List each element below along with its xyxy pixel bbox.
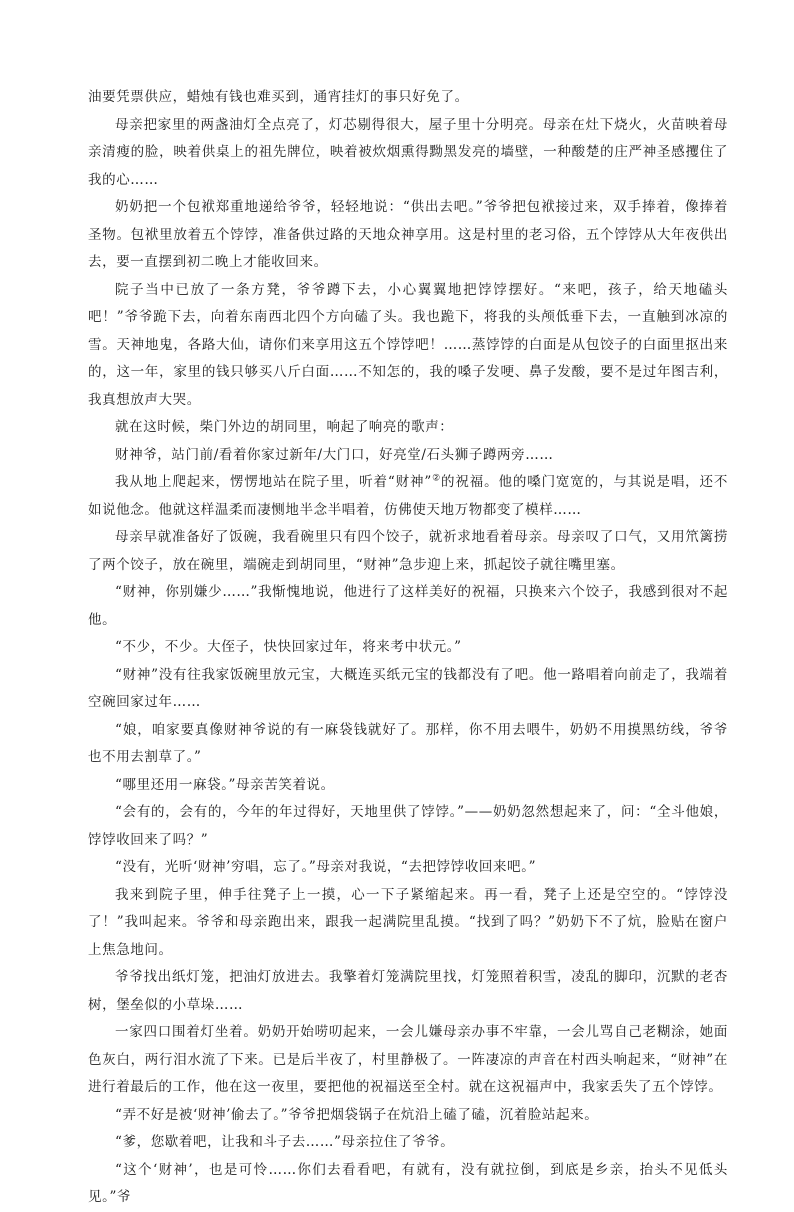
paragraph: “娘，咱家要真像财神爷说的有一麻袋钱就好了。那样，你不用去喂牛，奶奶不用摸黑纺线，爷爷也不用去割草了。” — [88, 721, 728, 765]
paragraph: “会有的，会有的，今年的年过得好，天地里供了饽饽。”——奶奶忽然想起来了，问：“全斗他娘，饽饽收回来了吗？” — [88, 804, 728, 848]
paragraph: 一家四口围着灯坐着。奶奶开始唠叨起来，一会儿嫌母亲办事不牢靠，一会儿骂自己老糊涂，她面色灰白，两行泪水流了下来。已是后半夜了，村里静极了。一阵凄凉的声音在村西头响起来，“财神”在进行着最后的工作，他在这一夜里，要把他的祝福送至全村。就在这祝福声中，我家丢失了五个饽饽。 — [88, 1024, 728, 1095]
paragraph: 油要凭票供应，蜡烛有钱也难买到，通宵挂灯的事只好免了。 — [88, 89, 469, 105]
paragraph: 就在这时候，柴门外边的胡同里，响起了响亮的歌声： — [115, 419, 454, 435]
paragraph: “财神，你别嫌少……”我惭愧地说，他进行了这样美好的祝福，只换来六个饺子，我感到很对不起他。 — [88, 584, 728, 628]
paragraph: “这个‘财神’，也是可怜……你们去看看吧，有就有，没有就拉倒，到底是乡亲，抬头不见低头见。”爷 — [88, 1161, 728, 1205]
paragraph: “没有，光听‘财神’穷唱，忘了。”母亲对我说，“去把饽饽收回来吧。” — [115, 859, 537, 875]
paragraph: 院子当中已放了一条方凳，爷爷蹲下去，小心翼翼地把饽饽摆好。“来吧，孩子，给天地磕头吧！”爷爷跪下去，向着东南西北四个方向磕了头。我也跪下，将我的头颅低垂下去，一直触到冰凉的雪。天神地鬼，各路大仙，请你们来享用这五个饽饽吧！……蒸饽饽的白面是从包饺子的白面里抠出来的，这一年，家里的钱只够买八斤白面……不知怎的，我的嗓子发哽、鼻子发酸，要不是过年图吉利，我真想放声大哭。 — [88, 281, 728, 408]
footnote-mark: ② — [431, 473, 442, 484]
paragraph: “哪里还用一麻袋。”母亲苦笑着说。 — [115, 776, 335, 793]
paragraph: 爷爷找出纸灯笼，把油灯放进去。我擎着灯笼满院里找，灯笼照着积雪，凌乱的脚印，沉默的老杏树，堡垒似的小草垛…… — [88, 969, 728, 1013]
paragraph: 母亲早就准备好了饭碗，我看碗里只有四个饺子，就祈求地看着母亲。母亲叹了口气，又用笊篱捞了两个饺子，放在碗里，端碗走到胡同里，“财神”急步迎上来，抓起饺子就往嘴里塞。 — [88, 529, 728, 573]
paragraph: “不少，不少。大侄子，快快回家过年，将来考中状元。” — [115, 639, 462, 655]
paragraph: “财神”没有往我家饭碗里放元宝，大概连买纸元宝的钱都没有了吧。他一路唱着向前走了，我端着空碗回家过年…… — [88, 666, 728, 710]
song-lyrics: 财神爷，站门前/看着你家过新年/大门口，好亮堂/石头狮子蹲两旁…… — [115, 446, 554, 463]
paragraph: “弄不好是被‘财神’偷去了。”爷爷把烟袋锅子在炕沿上磕了磕，沉着脸站起来。 — [115, 1106, 599, 1123]
paragraph-with-note — [88, 469, 728, 524]
paragraph: 我来到院子里，伸手往凳子上一摸，心一下子紧缩起来。再一看，凳子上还是空空的。“饽饽没了！”我叫起来。爷爷和母亲跑出来，跟我一起满院里乱摸。“找到了吗？”奶奶下不了炕，脸贴在窗户上焦急地问。 — [88, 886, 728, 958]
document-body — [88, 84, 728, 1212]
paragraph: 奶奶把一个包袱郑重地递给爷爷，轻轻地说：“供出去吧。”爷爷把包袱接过来，双手捧着，像捧着圣物。包袱里放着五个饽饽，准备供过路的天地众神享用。这是村里的老习俗，五个饽饽从大年夜供出去，要一直摆到初二晚上才能收回来。 — [88, 199, 728, 270]
paragraph-text: 的祝福。他的嗓门宽宽的，与其说是唱，还不如说他念。他就这样温柔而凄恻地半念半唱着，仿佛使天地万物都变了模样…… — [88, 474, 729, 518]
paragraph: 母亲把家里的两盏油灯全点亮了，灯芯剔得很大，屋子里十分明亮。母亲在灶下烧火，火苗映着母亲清瘦的脸，映着供桌上的祖先牌位，映着被炊烟熏得黝黑发亮的墙壁，一种酸楚的庄严神圣感攫住了我的心…… — [88, 116, 728, 188]
paragraph: “爹，您歇着吧，让我和斗子去……”母亲拉住了爷爷。 — [115, 1134, 455, 1150]
paragraph-text: 我从地上爬起来，愣愣地站在院子里，听着“财神” — [115, 474, 432, 490]
